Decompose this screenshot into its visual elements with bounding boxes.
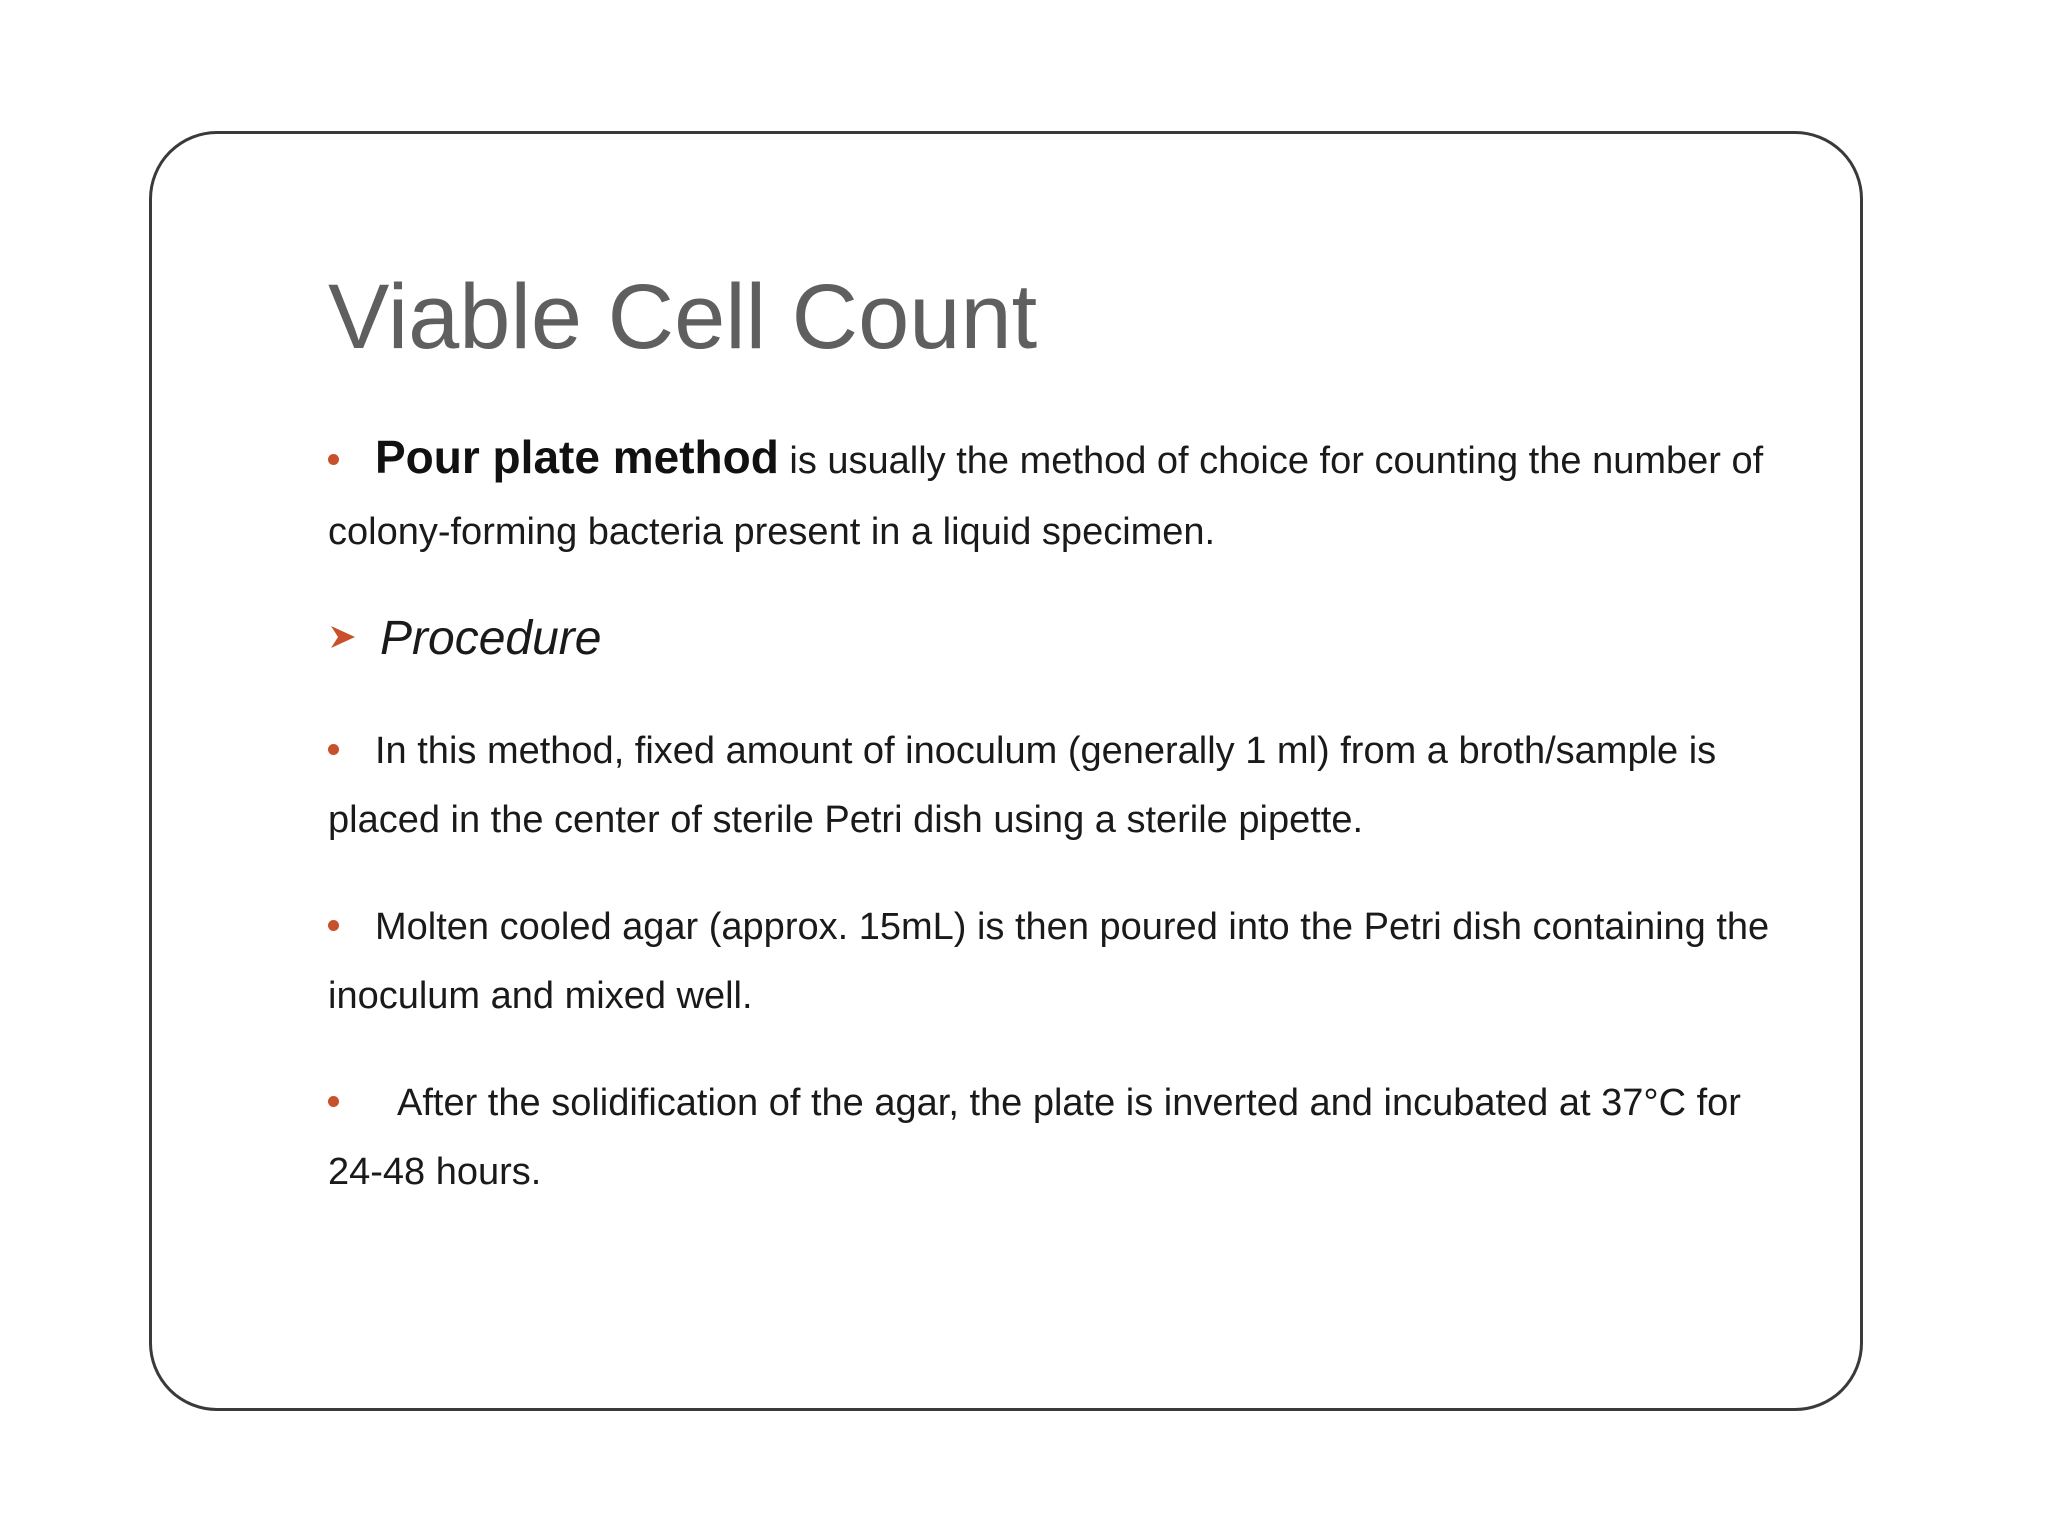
- step-item-3: [328, 1069, 1788, 1207]
- bullet-dot-icon: [328, 744, 339, 755]
- step-item-2: [328, 893, 1788, 1031]
- arrowhead-bullet-icon: [328, 622, 358, 652]
- step-text-1: In this method, fixed amount of inoculum (generally 1 ml) from a broth/sample is placed in the center of sterile Petri dish using a sterile pipette.: [328, 730, 1717, 841]
- step-text-2: Molten cooled agar (approx. 15mL) is then poured into the Petri dish containing the inoculum and mixed well.: [328, 906, 1770, 1017]
- intro-bold-lead: Pour plate method: [375, 431, 779, 483]
- intro-paragraph: [328, 422, 1788, 568]
- procedure-heading-row: [328, 604, 601, 674]
- bullet-dot-icon: [328, 920, 339, 931]
- step-item-1: [328, 717, 1788, 855]
- bullet-dot-icon: [328, 1096, 339, 1107]
- intro-text: is usually the method of choice for counting the number of colony-forming bacteria present in a liquid specimen.: [328, 440, 1764, 553]
- slide-title: Viable Cell Count: [328, 266, 1038, 368]
- bullet-dot-icon: [328, 454, 339, 465]
- procedure-heading: Procedure: [380, 612, 602, 665]
- step-text-3: After the solidification of the agar, the plate is inverted and incubated at 37°C for 24-48 hours.: [328, 1082, 1741, 1193]
